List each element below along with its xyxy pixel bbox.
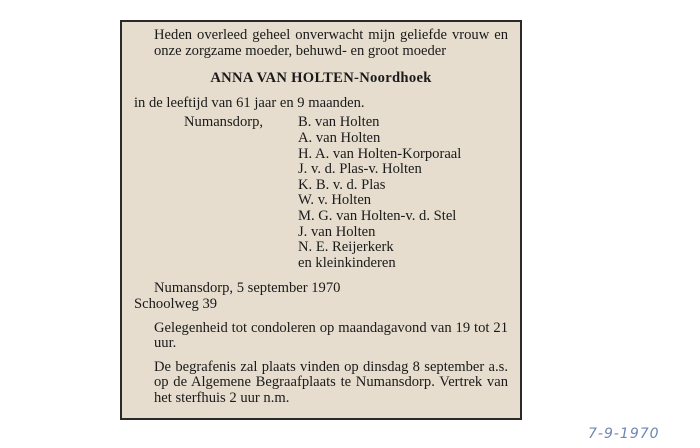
handwritten-date: 7-9-1970 [588, 426, 660, 442]
dateline: Numansdorp, 5 september 1970 [154, 280, 341, 297]
family-block [134, 115, 508, 271]
family-member: B. van Holten [298, 114, 380, 131]
family-member: W. v. Holten [298, 192, 372, 209]
family-list [298, 115, 461, 271]
age-line: in de leeftijd van 61 jaar en 9 maanden. [134, 94, 365, 111]
obituary-clipping [120, 20, 522, 420]
family-member: J. v. d. Plas-v. Holten [298, 161, 422, 178]
family-member: N. E. Reijerkerk [298, 239, 394, 256]
funeral-text: De begrafenis zal plaats vinden op dinsdag 8 september a.s. op de Algemene Begraafplaats te Numansdorp. Vertrek van het sterfhuis 2 uur n.m. [154, 358, 508, 406]
family-member: en kleinkinderen [298, 254, 396, 271]
family-member: A. van Holten [298, 129, 381, 146]
deceased-name: ANNA VAN HOLTEN-Noordhoek [210, 70, 432, 87]
condolence-text: Gelegenheid tot condoleren op maandagavond van 19 tot 21 uur. [154, 319, 508, 352]
notice-intro: Heden overleed geheel onverwacht mijn geliefde vrouw en onze zorgzame moeder, behuwd- en groot moeder [154, 27, 508, 59]
address: Schoolweg 39 [134, 295, 218, 312]
family-member: K. B. v. d. Plas [298, 176, 386, 193]
family-member: J. van Holten [298, 223, 376, 240]
family-member: M. G. van Holten-v. d. Stel [298, 207, 457, 224]
family-place: Numansdorp, [184, 114, 264, 131]
family-member: H. A. van Holten-Korporaal [298, 145, 462, 162]
